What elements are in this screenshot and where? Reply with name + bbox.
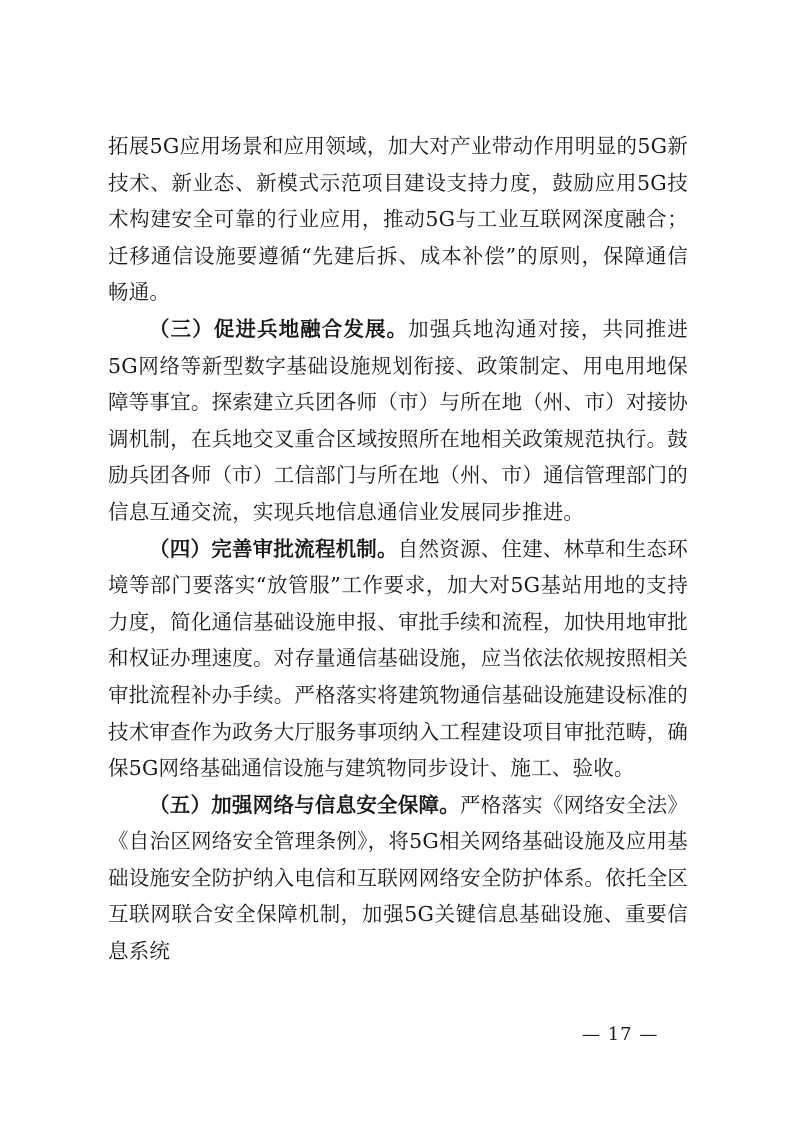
section-heading: （四）完善审批流程机制。	[149, 536, 398, 561]
body-text	[108, 128, 688, 970]
paragraph-text: 加强兵地沟通对接，共同推进5G网络等新型数字基础设施规划衔接、政策制定、用电用地保障等事宜。探索建立兵团各师（市）与所在地（州、市）对接协调机制，在兵地交叉重合区域按照所在地相关政策规范执行。鼓励兵团各师（市）工信部门与所在地（州、市）通信管理部门的信息互通交流，实现兵地信息通信业发展同步推进。	[108, 316, 688, 524]
paragraph-security	[108, 787, 688, 970]
section-heading: （五）加强网络与信息安全保障。	[149, 792, 460, 817]
paragraph-text: 拓展5G应用场景和应用领域，加大对产业带动作用明显的5G新技术、新业态、新模式示范项目建设支持力度，鼓励应用5G技术构建安全可靠的行业应用，推动5G与工业互联网深度融合；迁移通信设施要遵循“先建后拆、成本补偿”的原则，保障通信畅通。	[108, 134, 688, 305]
paragraph-text: 自然资源、住建、林草和生态环境等部门要落实“放管服”工作要求，加大对5G基站用地的支持力度，简化通信基础设施申报、审批手续和流程，加快用地审批和权证办理速度。对存量通信基础设施，应当依法依规按照相关审批流程补办手续。严格落实将建筑物通信基础设施建设标准的技术审查作为政务大厅服务事项纳入工程建设项目审批范畴，确保5G网络基础通信设施与建筑物同步设计、施工、验收。	[108, 536, 688, 781]
paragraph-continuation	[108, 128, 688, 311]
page-number: — 17 —	[582, 1024, 659, 1045]
paragraph-text: 严格落实《网络安全法》《自治区网络安全管理条例》，将5G相关网络基础设施及应用基础设施安全防护纳入电信和互联网网络安全防护体系。依托全区互联网联合安全保障机制，加强5G关键信息基础设施、重要信息系统	[108, 792, 689, 964]
paragraph-bingdi	[108, 311, 688, 531]
paragraph-approval	[108, 531, 688, 787]
section-heading: （三）促进兵地融合发展。	[149, 316, 409, 341]
